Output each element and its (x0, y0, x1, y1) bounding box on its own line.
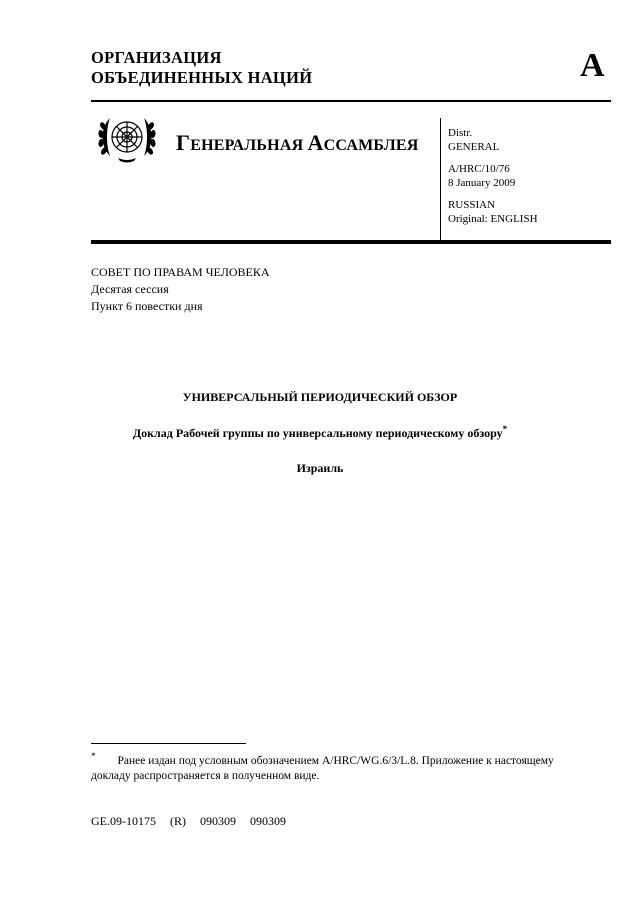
council-session: Десятая сессия (91, 282, 169, 296)
footnote (91, 751, 561, 784)
header-rule (91, 100, 611, 102)
document-language: RUSSIAN (448, 199, 496, 211)
assembly-initial-2: А (307, 130, 324, 155)
report-footnote-mark: * (502, 424, 508, 434)
document-metadata (448, 127, 538, 226)
assembly-rest-2: ССАМБЛЕЯ (323, 137, 419, 154)
footnote-text: Ранее издан под условным обозначением A/HRC/WG.6/3/L.8. Приложение к настоящему докладу распространяется в полученном виде. (91, 755, 554, 782)
footnote-rule (91, 743, 246, 744)
assembly-rest-1: ЕНЕРАЛЬНАЯ (190, 137, 308, 154)
report-title-text: Доклад Рабочей группы по универсальному периодическому обзору (132, 426, 503, 440)
distr-value: GENERAL (448, 140, 500, 153)
document-symbol: A/HRC/10/76 (448, 163, 510, 175)
original-language: Original: ENGLISH (448, 212, 538, 225)
job-number: GE.09-10175 (91, 814, 156, 828)
organization-name (91, 48, 312, 88)
report-title (0, 426, 640, 441)
header-bottom-rule (91, 240, 611, 244)
council-block (91, 264, 270, 315)
general-assembly-title (176, 130, 419, 156)
org-line-1: ОРГАНИЗАЦИЯ (91, 48, 222, 67)
header-divider (440, 118, 441, 243)
assembly-initial-1: Г (176, 130, 191, 155)
org-line-2: ОБЪЕДИНЕННЫХ НАЦИЙ (91, 68, 313, 87)
distr-label: Distr. (448, 127, 473, 139)
job-date-1: 090309 (200, 814, 236, 828)
document-date: 8 January 2009 (448, 176, 516, 189)
job-language-code: (R) (170, 814, 186, 828)
main-title: УНИВЕРСАЛЬНЫЙ ПЕРИОДИЧЕСКИЙ ОБЗОР (182, 390, 458, 404)
council-name: СОВЕТ ПО ПРАВАМ ЧЕЛОВЕКА (91, 265, 270, 279)
document-series-letter: A (580, 47, 605, 84)
job-number-line (91, 814, 300, 829)
agenda-item: Пункт 6 повестки дня (91, 299, 203, 313)
country-title: Израиль (296, 461, 344, 475)
footnote-mark: * (91, 751, 96, 761)
job-date-2: 090309 (250, 814, 286, 828)
un-emblem-icon (96, 112, 158, 164)
